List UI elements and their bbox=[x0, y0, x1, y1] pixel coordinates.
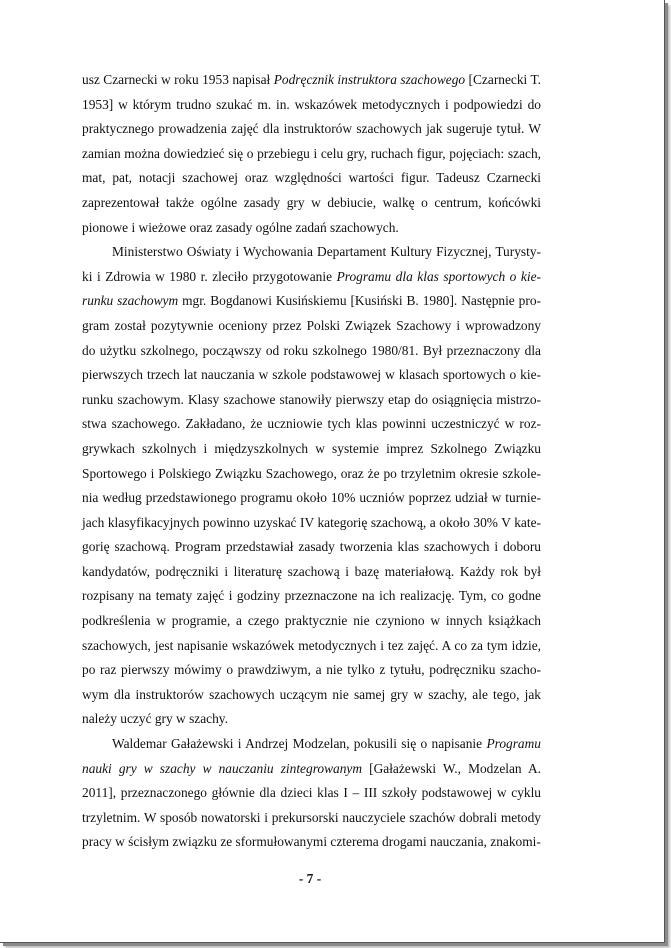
paragraph-3 bbox=[82, 732, 541, 855]
paragraph-1 bbox=[82, 68, 541, 240]
paragraph-2 bbox=[82, 240, 541, 732]
paragraph-3-text-2: [Gałażewski W., Modzelan A. 2011], przeznaczonego głównie dla dzieci klas I – III szkoły podstawowej w cyklu trzyletnim. W sposób nowatorski i prekursorski nauczyciele szachów dobrali metody pracy w ścisłym związku ze sformułowanymi czterema drogami nauczania, znakomi- bbox=[82, 760, 541, 850]
paragraph-2-text-2: mgr. Bogdanowi Kusińskiemu [Kusiński B. 1980]. Następnie program został pozytywnie oceniony przez Polski Związek Szachowy i wprowadzony do użytku szkolnego, począwszy od roku szkolnego 1980/81. Był przeznaczony dla pierwszych trzech lat nauczania w szkole podstawowej w klasach sportowych o kierunku szachowym. Klasy szachowe stanowiły pierwszy etap do osiągnięcia mistrzostwa szachowego. Zakładano, że uczniowie tych klas powinni uczestniczyć w rozgrywkach szkolnych i międzyszkolnych w systemie imprez Szkolnego Związku Sportowego i Polskiego Związku Szachowego, oraz że po trzyletnim okresie szkolenia według przedstawionego programu około 10% uczniów poprzez udział w turniejach klasyfikacyjnych powinno uzyskać IV kategorię szachową, a około 30% V kategorię szachową. Program przedstawiał zasady tworzenia klas szachowych i doboru kandydatów, podręczniki i literaturę szachową i bazę materiałową. Każdy rok był rozpisany na tematy zajęć i godziny przeznaczone na ich realizację. Tym, co godne podkreślenia w programie, a czego praktycznie nie czyniono w innych książkach szachowych, jest napisanie wskazówek metodycznych i tez zajęć. A co za tym idzie, po raz pierwszy mówimy o prawdziwym, a nie tylko z tytułu, podręczniku szachowym dla instruktorów szachowych uczącym nie samej gry w szachy, ale tego, jak należy uczyć gry w szachy. bbox=[82, 293, 541, 727]
body-text bbox=[82, 68, 541, 855]
book-title-podrecznik-instruktora: Podręcznik instruktora szachowego bbox=[273, 72, 466, 87]
page-number: - 7 - bbox=[298, 871, 322, 886]
paragraph-1-text-1: usz Czarnecki w roku 1953 napisał bbox=[82, 72, 274, 87]
paragraph-2-text-1: Ministerstwo Oświaty i Wychowania Departament Kultury Fizycznej, Turystyki i Zdrowia w 1980 r. zleciło przygotowanie bbox=[82, 244, 541, 284]
paragraph-1-text-2: [Czarnecki T. 1953] w którym trudno szukać m. in. wskazówek metodycznych i podpowiedzi do praktycznego prowadzenia zajęć dla instruktorów szachowych jak sugeruje tytuł. W zamian można dowiedzieć się o przebiegu i celu gry, ruchach figur, pojęciach: szach, mat, pat, notacji szachowej oraz względności wartości figur. Tadeusz Czarnecki zaprezentował także ogólne zasady gry w debiucie, walkę o centrum, końcówki pionowe i wieżowe oraz zasady ogólne zadań szachowych. bbox=[82, 72, 542, 235]
book-title-program-dla-klas-sportowych: Programu dla klas sportowych o kierunku szachowym bbox=[82, 268, 541, 309]
book-title-program-nauki-gry: Programu nauki gry w szachy w nauczaniu zintegrowanym bbox=[82, 736, 541, 776]
paragraph-3-text-1: Waldemar Gałażewski i Andrzej Modzelan, pokusili się o napisanie bbox=[112, 736, 487, 752]
